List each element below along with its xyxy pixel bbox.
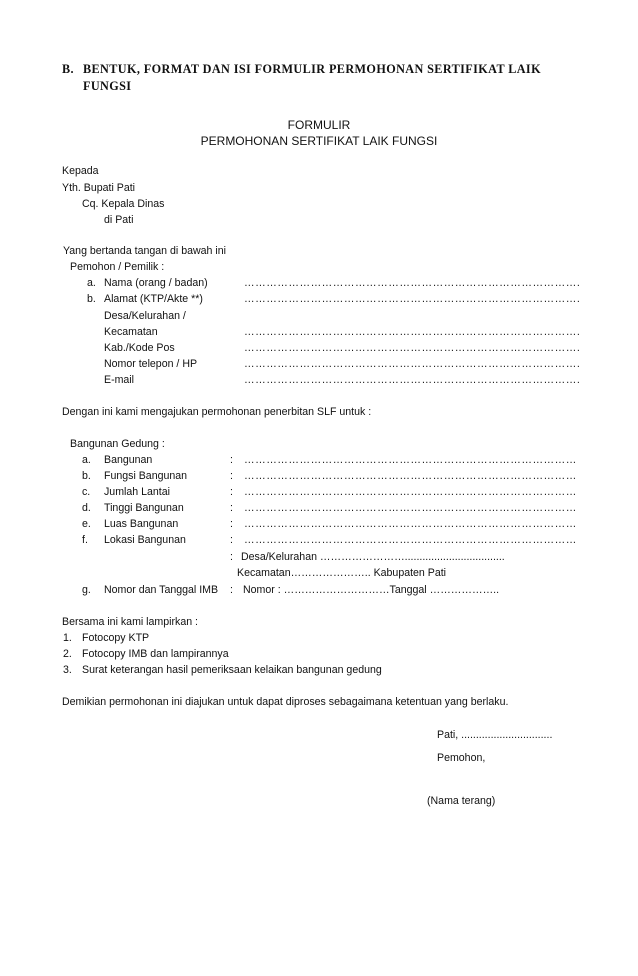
signature-applicant: Pemohon,	[437, 752, 486, 764]
building-function-num: b.	[82, 470, 91, 482]
applicant-b-num: b.	[87, 293, 96, 305]
building-colon: :	[230, 454, 233, 466]
building-location-colon: :	[230, 534, 233, 546]
addressee-place: di Pati	[104, 214, 134, 226]
building-floors-label: Jumlah Lantai	[104, 486, 170, 498]
building-location-field[interactable]: ………………………………………………………………………………	[244, 534, 577, 546]
signature-name: (Nama terang)	[427, 795, 496, 807]
applicant-heading: Pemohon / Pemilik :	[70, 261, 165, 273]
addressee-name: Yth. Bupati Pati	[62, 182, 136, 194]
building-field[interactable]: ………………………………………………………………………………	[244, 454, 577, 466]
applicant-kecamatan-label: Kecamatan	[104, 326, 158, 338]
applicant-desa-label: Desa/Kelurahan /	[104, 310, 186, 322]
applicant-kecamatan-field[interactable]: ……………………………………………………………………………….	[244, 326, 581, 338]
building-floors-num: c.	[82, 486, 91, 498]
section-title-line1: BENTUK, FORMAT DAN ISI FORMULIR PERMOHONAN SERTIFIKAT LAIK	[83, 62, 541, 76]
building-imb-num: g.	[82, 584, 91, 596]
form-subtitle: PERMOHONAN SERTIFIKAT LAIK FUNGSI	[200, 134, 438, 148]
applicant-email-label: E-mail	[104, 374, 135, 386]
applicant-intro: Yang bertanda tangan di bawah ini	[63, 245, 226, 257]
building-imb-colon: :	[230, 584, 233, 596]
building-area-colon: :	[230, 518, 233, 530]
building-height-label: Tinggi Bangunan	[104, 502, 184, 514]
closing-statement: Demikian permohonan ini diajukan untuk dapat diproses sebagaimana ketentuan yang berlaku.	[62, 696, 509, 708]
building-area-field[interactable]: ………………………………………………………………………………	[244, 518, 577, 530]
building-desa-field[interactable]: Desa/Kelurahan ……………………..................................	[241, 551, 505, 563]
signature-place-date[interactable]: Pati, ...............................	[437, 729, 553, 741]
attachment-imb: Fotocopy IMB dan lampirannya	[82, 648, 229, 660]
building-floors-colon: :	[230, 486, 233, 498]
building-area-num: e.	[82, 518, 91, 530]
applicant-phone-label: Nomor telepon / HP	[104, 358, 198, 370]
building-area-label: Luas Bangunan	[104, 518, 179, 530]
applicant-name-label: Nama (orang / badan)	[104, 277, 208, 289]
applicant-phone-field[interactable]: ……………………………………………………………………………….	[244, 358, 581, 370]
building-location-label: Lokasi Bangunan	[104, 534, 186, 546]
applicant-a-num: a.	[87, 277, 96, 289]
attachments-heading: Bersama ini kami lampirkan :	[62, 616, 198, 628]
building-desa-colon: :	[230, 551, 233, 563]
building-height-colon: :	[230, 502, 233, 514]
building-num: a.	[82, 454, 91, 466]
attachment-ktp: Fotocopy KTP	[82, 632, 150, 644]
building-imb-field[interactable]: Nomor : …………………………Tanggal ………………..	[243, 584, 500, 596]
addressee-cq: Cq. Kepala Dinas	[82, 198, 165, 210]
building-imb-label: Nomor dan Tanggal IMB	[104, 584, 219, 596]
request-statement: Dengan ini kami mengajukan permohonan penerbitan SLF untuk :	[62, 406, 372, 418]
building-label: Bangunan	[104, 454, 153, 466]
building-heading: Bangunan Gedung :	[70, 438, 165, 450]
addressee-to: Kepada	[62, 165, 99, 177]
attachment-num: 3.	[63, 664, 72, 676]
applicant-kab-field[interactable]: ……………………………………………………………………………….	[244, 342, 581, 354]
attachment-num: 2.	[63, 648, 72, 660]
applicant-email-field[interactable]: ……………………………………………………………………………….	[244, 374, 581, 386]
section-letter: B.	[62, 62, 74, 76]
building-height-field[interactable]: ………………………………………………………………………………	[244, 502, 577, 514]
building-function-field[interactable]: ………………………………………………………………………………	[244, 470, 577, 482]
applicant-address-label: Alamat (KTP/Akte **)	[104, 293, 203, 305]
applicant-kab-label: Kab./Kode Pos	[104, 342, 175, 354]
building-function-label: Fungsi Bangunan	[104, 470, 188, 482]
building-height-num: d.	[82, 502, 91, 514]
building-floors-field[interactable]: ………………………………………………………………………………	[244, 486, 577, 498]
building-function-colon: :	[230, 470, 233, 482]
building-kecamatan-field[interactable]: Kecamatan………………….. Kabupaten Pati	[237, 567, 447, 579]
section-title-line2: FUNGSI	[83, 79, 132, 93]
form-title: FORMULIR	[287, 118, 351, 132]
attachment-num: 1.	[63, 632, 72, 644]
building-location-num: f.	[82, 534, 88, 546]
applicant-name-field[interactable]: ……………………………………………………………………………….	[244, 277, 581, 289]
applicant-address-field[interactable]: ……………………………………………………………………………….	[244, 293, 581, 305]
attachment-inspection: Surat keterangan hasil pemeriksaan kelaikan bangunan gedung	[82, 664, 382, 676]
